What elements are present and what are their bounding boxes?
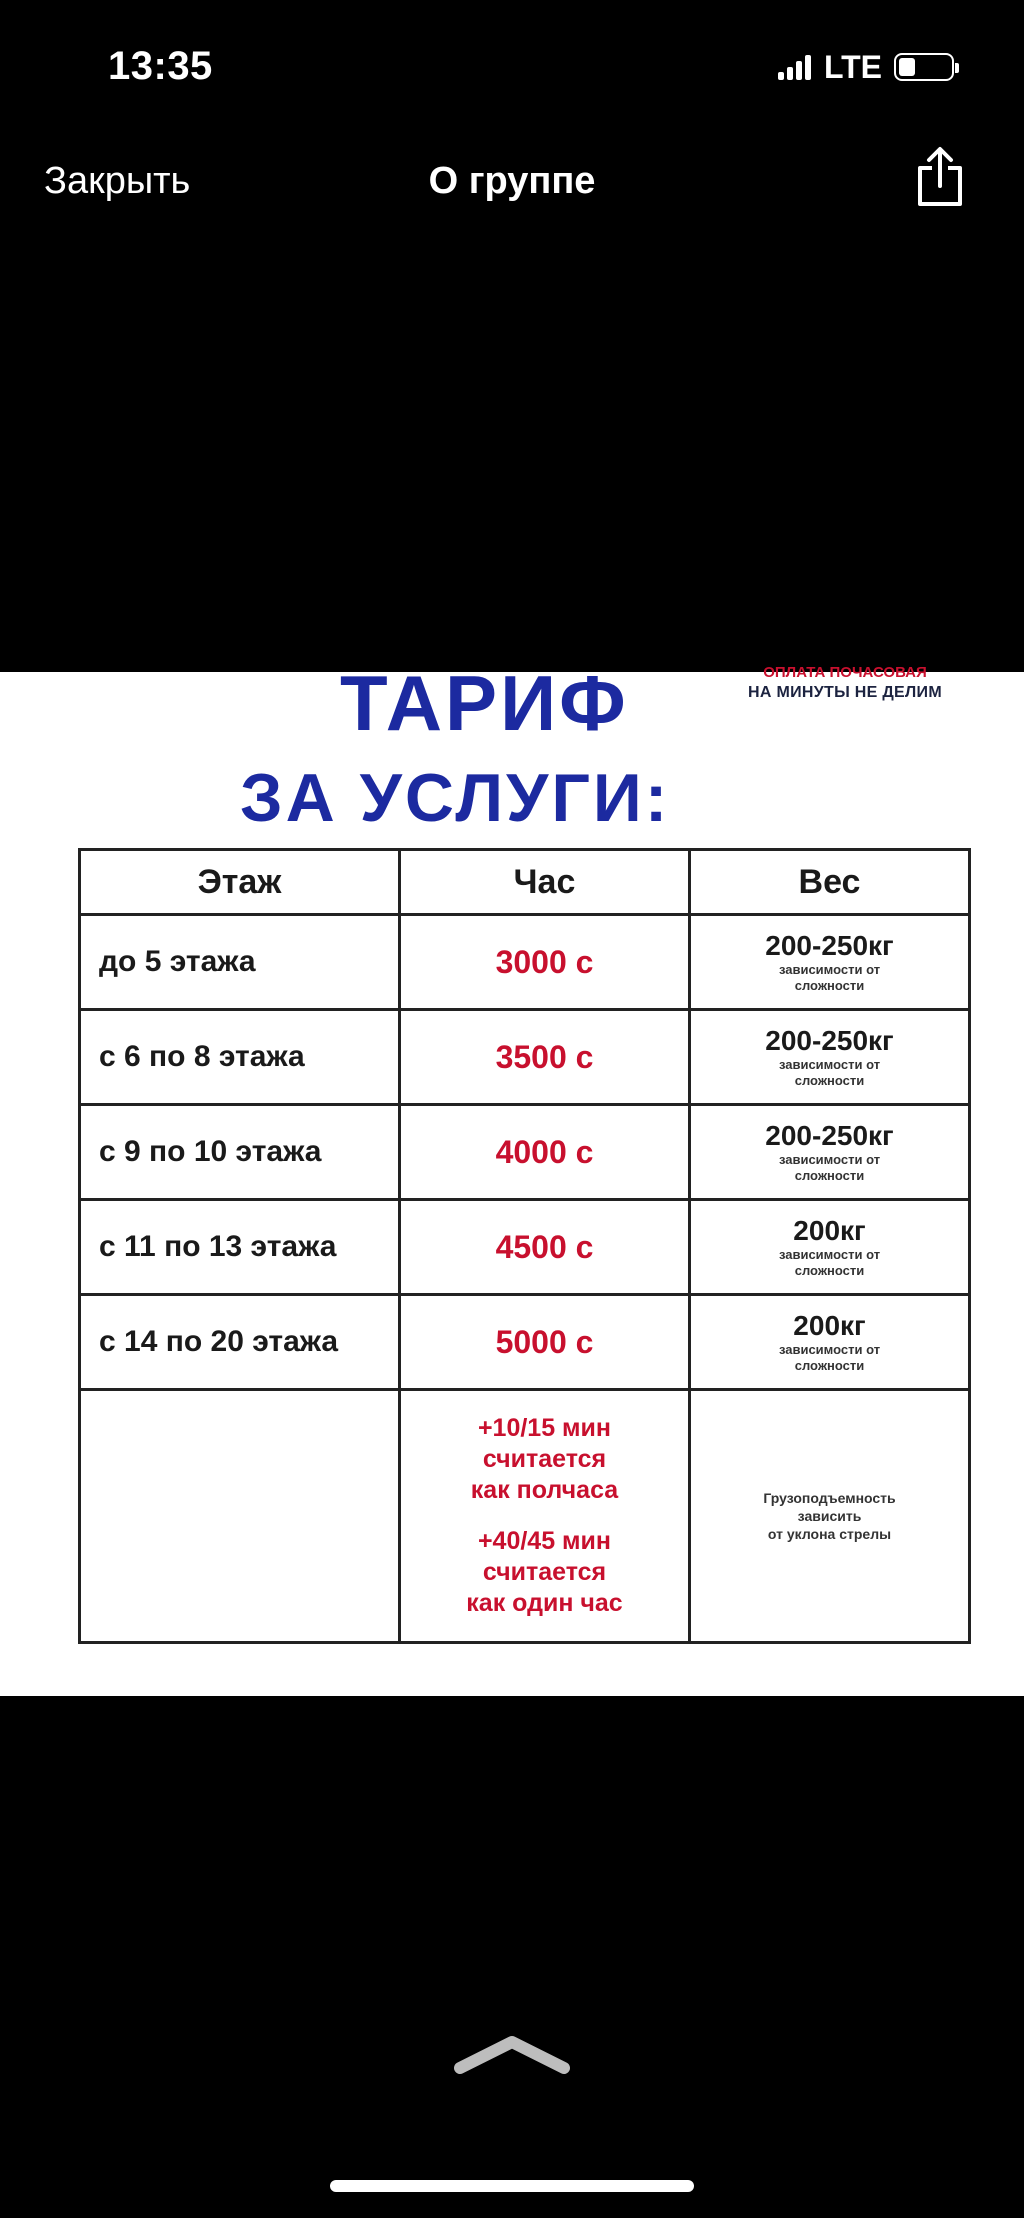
battery-icon bbox=[894, 53, 954, 81]
price-cell: 3000 с bbox=[400, 915, 690, 1010]
page-title: О группе bbox=[428, 160, 596, 202]
table-header-row bbox=[80, 850, 970, 915]
weight-note: зависимости от сложности bbox=[778, 1342, 881, 1373]
weight-cell bbox=[690, 1295, 970, 1390]
cellular-signal-icon bbox=[778, 54, 814, 80]
share-icon[interactable] bbox=[912, 146, 968, 208]
weight-note: зависимости от сложности bbox=[778, 962, 881, 993]
empty-cell bbox=[80, 1390, 400, 1643]
network-type: LTE bbox=[823, 48, 882, 85]
weight-cell bbox=[690, 1105, 970, 1200]
header-floor: Этаж bbox=[80, 850, 400, 915]
time-rounding-notes bbox=[400, 1390, 690, 1643]
weight-value: 200-250кг bbox=[765, 1025, 894, 1056]
rounding-note-line: как один час bbox=[466, 1589, 623, 1617]
floor-cell: с 6 по 8 этажа bbox=[80, 1010, 400, 1105]
floor-cell: с 14 по 20 этажа bbox=[80, 1295, 400, 1390]
rounding-note-line: считается bbox=[482, 1558, 607, 1586]
weight-cell bbox=[690, 1200, 970, 1295]
weight-note: зависимости от сложности bbox=[778, 1057, 881, 1088]
weight-value: 200-250кг bbox=[765, 930, 894, 961]
table-row bbox=[80, 1105, 970, 1200]
rounding-note-line: +40/45 мин bbox=[477, 1527, 612, 1555]
floor-cell: с 9 по 10 этажа bbox=[80, 1105, 400, 1200]
table-row bbox=[80, 1010, 970, 1105]
table-row bbox=[80, 915, 970, 1010]
tariff-poster bbox=[0, 659, 1024, 1696]
weight-value: 200кг bbox=[793, 1215, 866, 1246]
weight-value: 200-250кг bbox=[765, 1120, 894, 1151]
header-weight: Вес bbox=[690, 850, 970, 915]
price-cell: 5000 с bbox=[400, 1295, 690, 1390]
crane-note-line: Грузоподъемность bbox=[763, 1490, 896, 1506]
weight-note: зависимости от сложности bbox=[778, 1152, 881, 1183]
crane-capacity-note bbox=[690, 1390, 970, 1643]
rounding-note-line: считается bbox=[482, 1445, 607, 1473]
price-cell: 4500 с bbox=[400, 1200, 690, 1295]
close-button[interactable]: Закрыть bbox=[44, 160, 191, 202]
status-indicators bbox=[778, 50, 954, 84]
weight-value: 200кг bbox=[793, 1310, 866, 1341]
poster-title: ТАРИФ bbox=[340, 659, 629, 747]
payment-notice-partial: ОПЛАТА ПОЧАСОВАЯ bbox=[763, 664, 927, 681]
floor-cell: с 11 по 13 этажа bbox=[80, 1200, 400, 1295]
crane-note-line: от уклона стрелы bbox=[767, 1526, 892, 1542]
tariff-table bbox=[78, 848, 971, 1644]
table-row bbox=[80, 1200, 970, 1295]
weight-note: зависимости от сложности bbox=[778, 1247, 881, 1278]
home-indicator[interactable] bbox=[330, 2180, 694, 2192]
weight-cell bbox=[690, 915, 970, 1010]
weight-cell bbox=[690, 1010, 970, 1105]
poster-subtitle: ЗА УСЛУГИ: bbox=[240, 760, 671, 836]
rounding-note-line: как полчаса bbox=[470, 1476, 619, 1504]
crane-note-line: зависить bbox=[797, 1508, 862, 1524]
header-hour: Час bbox=[400, 850, 690, 915]
table-row bbox=[80, 1295, 970, 1390]
floor-cell: до 5 этажа bbox=[80, 915, 400, 1010]
chevron-up-icon[interactable] bbox=[452, 2034, 572, 2074]
payment-notice: НА МИНУТЫ НЕ ДЕЛИМ bbox=[748, 684, 942, 701]
rounding-note-line: +10/15 мин bbox=[477, 1414, 612, 1442]
table-footer-row bbox=[80, 1390, 970, 1643]
price-cell: 4000 с bbox=[400, 1105, 690, 1200]
price-cell: 3500 с bbox=[400, 1010, 690, 1105]
status-time: 13:35 bbox=[108, 44, 213, 88]
